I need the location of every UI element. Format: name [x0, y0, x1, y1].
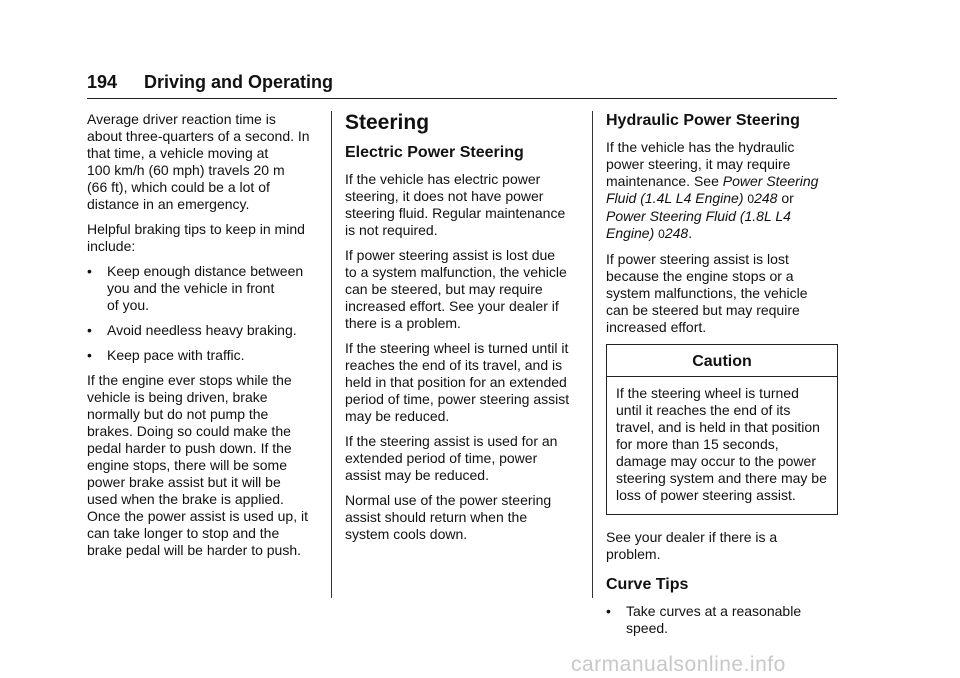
- wheel-end-travel-paragraph: If the steering wheel is turned until it reaches the end of its travel, and is held in that position for an extended period of time, power steering assist may be reduced.: [345, 340, 570, 424]
- xref-page-number[interactable]: 248: [754, 190, 778, 206]
- xref-page-number[interactable]: 248: [664, 225, 689, 241]
- page-reference-icon: 0: [658, 227, 665, 241]
- column-divider: [592, 111, 593, 598]
- column-left: [87, 111, 317, 567]
- header-rule: [87, 98, 837, 99]
- bullet-icon: •: [87, 347, 92, 363]
- hydraulic-steering-paragraph: If the vehicle has the hydraulic power steering, it may require maintenance. See Power Steering Fluid (1.4L L4 Engine) 0248 or Power Steering Fluid (1.8L L4 Engine) 0248.: [606, 139, 819, 241]
- section-heading-steering: Steering: [345, 111, 430, 134]
- page-number: 194: [87, 72, 118, 92]
- reaction-time-paragraph: Average driver reaction time is about three-quarters of a second. In that time, a vehicle moving at 100 km/h (60 mph) travels 20 m (66 ft), which could be a lot of distance in an emergency.: [87, 111, 310, 212]
- list-item: • Take curves at a reasonable speed.: [606, 603, 802, 636]
- column-right: [606, 111, 838, 645]
- caution-box: [606, 344, 838, 515]
- xref-link-fluid-18l[interactable]: Power Steering Fluid (1.8L L4: [606, 208, 791, 224]
- column-divider: [331, 111, 332, 598]
- list-item: • Keep enough distance between you and the vehicle in front of you.: [87, 263, 304, 313]
- subheading-electric-power-steering: Electric Power Steering: [345, 144, 524, 161]
- xref-link-fluid-14l[interactable]: Fluid (1.4L L4 Engine): [606, 190, 744, 206]
- braking-tips-intro: Helpful braking tips to keep in mind include:: [87, 221, 305, 254]
- bullet-icon: •: [87, 263, 92, 279]
- see-dealer-paragraph: See your dealer if there is a problem.: [606, 529, 778, 562]
- normal-use-paragraph: Normal use of the power steering assist should return when the system cools down.: [345, 492, 552, 542]
- assist-lost-paragraph: If power steering assist is lost due to a system malfunction, the vehicle can be steered, but may require increased effort. See your dealer if there is a problem.: [345, 247, 567, 331]
- caution-title: Caution: [607, 345, 837, 377]
- hydraulic-assist-lost-paragraph: If power steering assist is lost because the engine stops or a system malfunctions, the vehicle can be steered but may require increased effort.: [606, 251, 808, 335]
- bullet-icon: •: [87, 322, 92, 338]
- list-item: • Keep pace with traffic.: [87, 347, 245, 363]
- column-middle: [345, 111, 577, 551]
- page-header: [87, 72, 837, 98]
- xref-link-fluid-14l[interactable]: Power Steering: [722, 173, 819, 189]
- page-title: Driving and Operating: [144, 72, 334, 92]
- bullet-icon: •: [606, 603, 611, 619]
- subheading-hydraulic-power-steering: Hydraulic Power Steering: [606, 112, 800, 129]
- electric-steering-paragraph: If the vehicle has electric power steering, it does not have power steering fluid. Regular maintenance is not required.: [345, 171, 566, 238]
- extended-use-paragraph: If the steering assist is used for an extended period of time, power assist may be reduced.: [345, 433, 558, 483]
- list-item: • Avoid needless heavy braking.: [87, 322, 297, 338]
- page-reference-icon: 0: [747, 192, 755, 206]
- watermark: carmanualsonline.info: [571, 653, 786, 676]
- engine-stops-paragraph: If the engine ever stops while the vehicle is being driven, brake normally but do not pump the brakes. Doing so could make the pedal harder to push down. If the engine stops, there will be some power brake assist but it will be used when the brake is applied. Once the power assist is used up, it can take longer to stop and the brake pedal will be harder to push.: [87, 372, 308, 558]
- subheading-curve-tips: Curve Tips: [606, 576, 689, 593]
- xref-link-fluid-18l[interactable]: Engine): [606, 225, 655, 241]
- caution-text: If the steering wheel is turned until it reaches the end of its travel, and is held in that position for more than 15 seconds, damage may occur to the power steering system and there may be loss of power steering assist.: [616, 385, 827, 503]
